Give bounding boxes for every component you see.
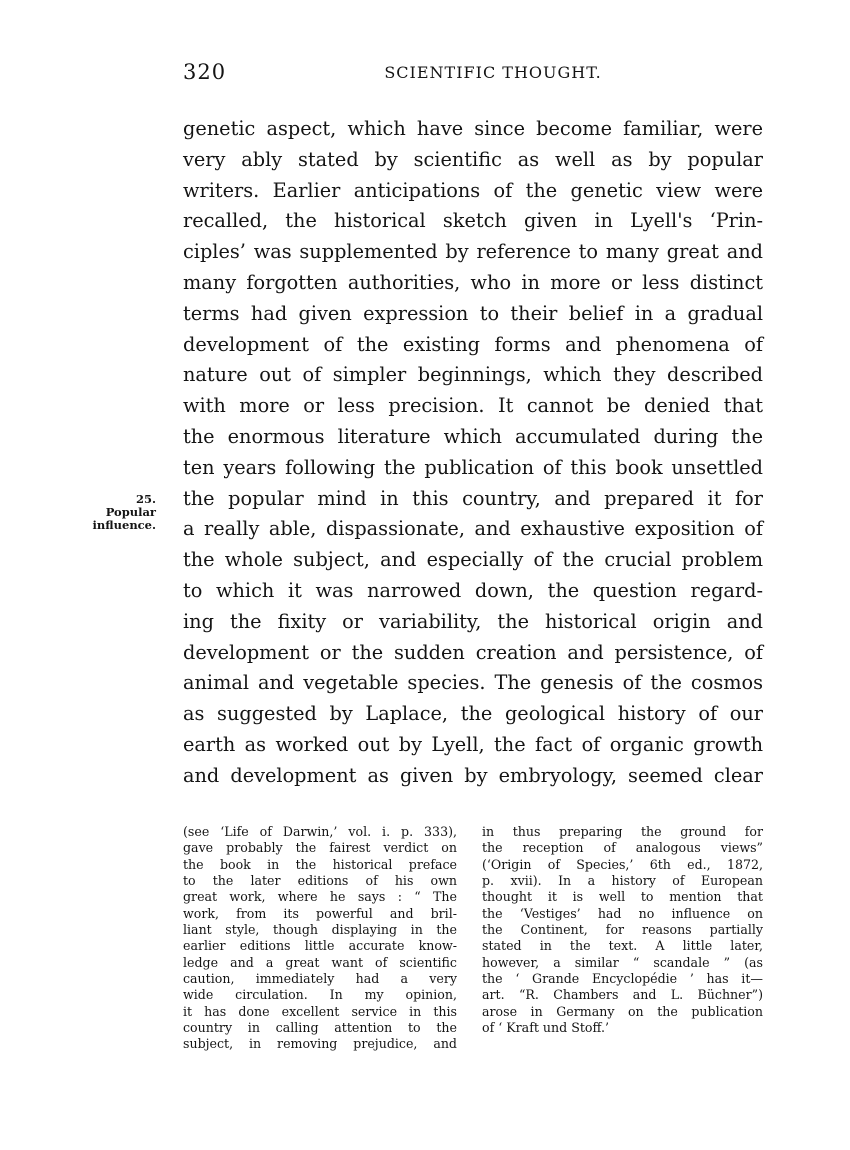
- text-line: with more or less precision. It cannot be denied that: [183, 394, 763, 418]
- text-line: writers. Earlier anticipations of the genetic view were: [183, 178, 763, 202]
- text-line: ledge and a great want of scientific: [183, 954, 457, 970]
- text-line: and development as given by embryology, seemed clear: [183, 763, 763, 787]
- footnote-column-left: [183, 824, 457, 1053]
- text-line: animal and vegetable species. The genesis of the cosmos: [183, 671, 763, 695]
- text-line: to the later editions of his own: [183, 873, 457, 889]
- text-line: recalled, the historical sketch given in Lyell's ‘Prin-: [183, 209, 763, 233]
- text-line: great work, where he says : “ The: [183, 889, 457, 905]
- margin-note-line: Popular: [105, 505, 156, 519]
- margin-note: [80, 493, 156, 532]
- text-line: genetic aspect, which have since become familiar, were: [183, 117, 763, 140]
- text-line: caution, immediately had a very: [183, 971, 457, 987]
- text-line: work, from its powerful and bril-: [183, 905, 457, 921]
- text-line: ciples’ was supplemented by reference to many great and: [183, 240, 763, 264]
- text-line: a really able, dispassionate, and exhaustive exposition of: [183, 517, 763, 541]
- text-line: earlier editions little accurate know-: [183, 938, 457, 954]
- margin-note-number: 25.: [135, 492, 156, 506]
- text-line: gave probably the fairest verdict on: [183, 840, 457, 856]
- text-line: arose in Germany on the publication: [482, 1003, 763, 1019]
- text-line: the reception of analogous views”: [482, 840, 763, 856]
- body-text: [183, 114, 763, 792]
- text-line: the enormous literature which accumulated during the: [183, 424, 763, 448]
- text-line: earth as worked out by Lyell, the fact of organic growth: [183, 732, 763, 756]
- text-line: subject, in removing prejudice, and: [183, 1036, 457, 1052]
- text-line: country in calling attention to the: [183, 1020, 457, 1036]
- text-line: (‘Origin of Species,’ 6th ed., 1872,: [482, 856, 763, 872]
- text-line: the popular mind in this country, and prepared it for: [183, 486, 763, 510]
- text-line: as suggested by Laplace, the geological history of our: [183, 702, 763, 726]
- text-line: many forgotten authorities, who in more or less distinct: [183, 270, 763, 294]
- text-line: development or the sudden creation and persistence, of: [183, 640, 763, 664]
- text-line: development of the existing forms and phenomena of: [183, 332, 763, 356]
- text-line: it has done excellent service in this: [183, 1003, 457, 1019]
- text-line: (see ‘Life of Darwin,’ vol. i. p. 333),: [183, 824, 457, 839]
- text-line: liant style, though displaying in the: [183, 922, 457, 938]
- text-line: the book in the historical preface: [183, 856, 457, 872]
- text-line: ing the fixity or variability, the historical origin and: [183, 609, 763, 633]
- text-line: very ably stated by scientific as well as by popular: [183, 147, 763, 171]
- text-line: wide circulation. In my opinion,: [183, 987, 457, 1003]
- running-head: SCIENTIFIC THOUGHT.: [384, 63, 602, 82]
- text-line: in thus preparing the ground for: [482, 824, 763, 839]
- text-line: p. xvii). In a history of European: [482, 873, 763, 889]
- text-line: to which it was narrowed down, the question regard-: [183, 578, 763, 602]
- text-line: the ‘ Grande Encyclopédie ’ has it—: [482, 971, 763, 987]
- text-line: of ‘ Kraft und Stoff.’: [482, 1020, 609, 1036]
- page-header: [183, 60, 763, 90]
- page-number: 320: [183, 60, 227, 84]
- text-line: nature out of simpler beginnings, which they described: [183, 363, 763, 387]
- text-line: the Continent, for reasons partially: [482, 922, 763, 938]
- text-line: thought it is well to mention that: [482, 889, 763, 905]
- text-line: the whole subject, and especially of the crucial problem: [183, 548, 763, 572]
- margin-note-line: influence.: [92, 518, 156, 532]
- text-line: terms had given expression to their belief in a gradual: [183, 301, 763, 325]
- text-line: the ‘Vestiges’ had no influence on: [482, 905, 763, 921]
- text-line: art. “R. Chambers and L. Büchner”): [482, 987, 763, 1003]
- footnote-column-right: [482, 824, 763, 1036]
- text-line: stated in the text. A little later,: [482, 938, 763, 954]
- text-line: ten years following the publication of this book unsettled: [183, 455, 763, 479]
- text-line: however, a similar “ scandale ” (as: [482, 954, 763, 970]
